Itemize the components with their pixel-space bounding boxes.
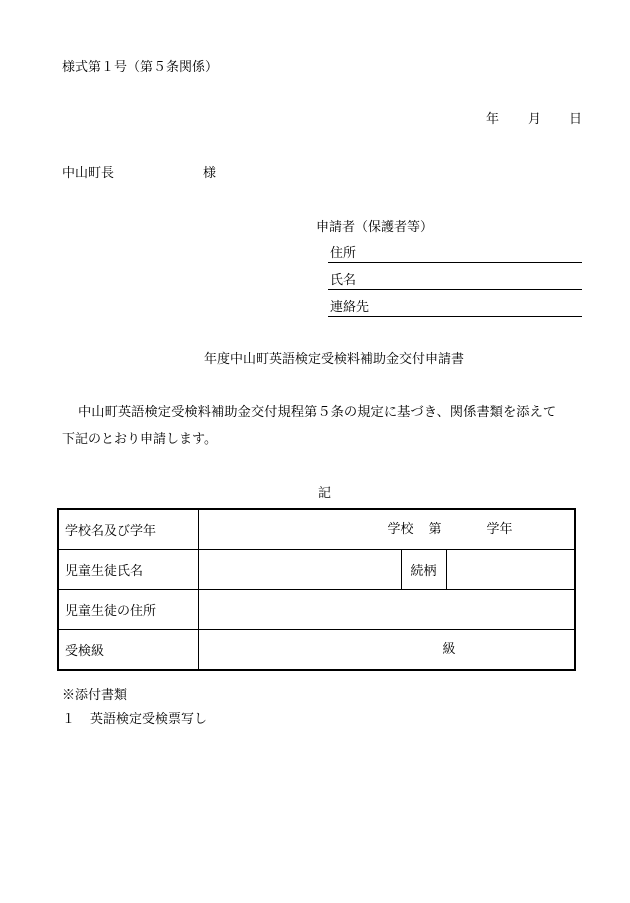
attachment-text: 英語検定受検票写し (90, 712, 208, 727)
table-row (58, 590, 575, 630)
dai-text: 第 (428, 522, 442, 537)
date-month: 月 (528, 112, 542, 127)
table-row (58, 550, 575, 590)
applicant-heading: 申請者（保護者等） (316, 220, 434, 235)
attachment-number: １ (62, 712, 76, 727)
body-line-2: 下記のとおり申請します。 (62, 432, 217, 447)
name-label: 氏名 (330, 273, 357, 288)
date-day: 日 (569, 112, 583, 127)
exam-level-label: 受検級 (58, 630, 198, 671)
date-year: 年 (486, 112, 500, 127)
addressee-honorific: 様 (203, 166, 217, 181)
school-grade-label: 学校名及び学年 (58, 509, 198, 550)
table-row (58, 630, 575, 671)
addressee-name: 中山町長 (62, 166, 115, 181)
body-line-1: 中山町英語検定受検料補助金交付規程第５条の規定に基づき、関係書類を添えて (78, 405, 557, 420)
address-label: 住所 (330, 246, 357, 261)
attachments-heading: ※添付書類 (62, 688, 128, 703)
relation-label: 続柄 (401, 550, 446, 590)
exam-level-cell (198, 630, 575, 671)
school-grade-cell (198, 509, 575, 550)
level-text: 級 (442, 642, 456, 657)
table-row (58, 509, 575, 550)
student-name-cell (198, 550, 401, 590)
school-text: 学校 (387, 522, 414, 537)
address-underline (328, 262, 582, 263)
contact-label: 連絡先 (330, 300, 370, 315)
document-title: 年度中山町英語検定受検料補助金交付申請書 (204, 352, 465, 367)
student-address-cell (198, 590, 575, 630)
name-underline (328, 289, 582, 290)
grade-text: 学年 (486, 522, 513, 537)
ki-heading: 記 (318, 486, 332, 501)
student-address-label: 児童生徒の住所 (58, 590, 198, 630)
relation-cell (446, 550, 575, 590)
form-number: 様式第１号（第５条関係） (62, 60, 219, 75)
contact-underline (328, 316, 582, 317)
student-name-label: 児童生徒氏名 (58, 550, 198, 590)
details-table (57, 508, 576, 671)
